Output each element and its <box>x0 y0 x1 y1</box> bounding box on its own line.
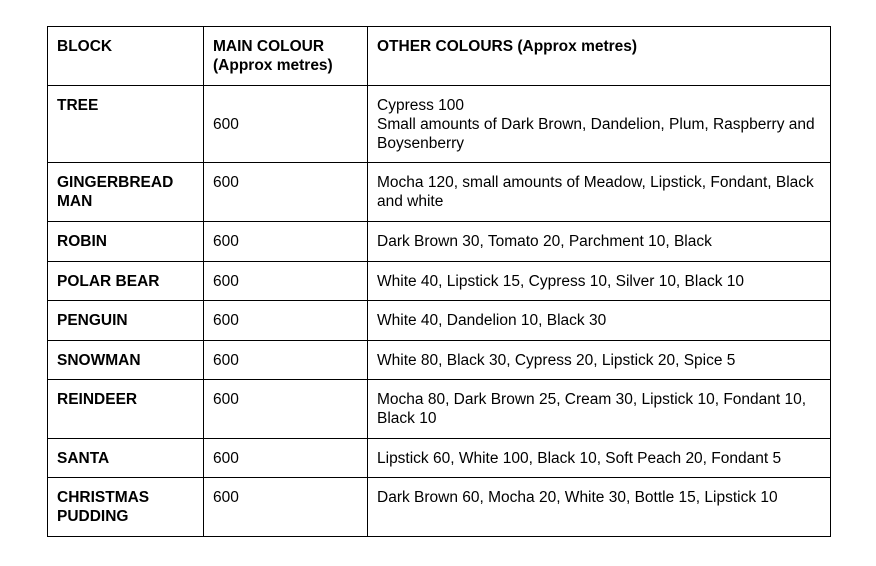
block-name: TREE <box>48 86 204 163</box>
header-main-colour <box>204 27 368 86</box>
other-colours-line2: Small amounts of Dark Brown, Dandelion, Plum, Raspberry and Boysenberry <box>377 116 815 152</box>
main-colour-value: 600 <box>204 439 368 478</box>
main-colour-cell <box>204 86 368 163</box>
main-colour-value: 600 <box>213 116 239 133</box>
main-colour-value: 600 <box>204 163 368 222</box>
colour-table <box>47 26 831 537</box>
main-colour-value: 600 <box>204 222 368 262</box>
table-row <box>48 380 831 439</box>
block-name: SNOWMAN <box>48 341 204 380</box>
main-colour-value: 600 <box>204 341 368 380</box>
other-colours-value: Mocha 80, Dark Brown 25, Cream 30, Lipstick 10, Fondant 10, Black 10 <box>368 380 831 439</box>
table-row <box>48 262 831 301</box>
block-name: SANTA <box>48 439 204 478</box>
other-colours-value: Mocha 120, small amounts of Meadow, Lipstick, Fondant, Black and white <box>368 163 831 222</box>
main-colour-value: 600 <box>204 262 368 301</box>
block-name: POLAR BEAR <box>48 262 204 301</box>
table-row <box>48 222 831 262</box>
table-row <box>48 301 831 341</box>
other-colours-cell <box>368 86 831 163</box>
table-row <box>48 163 831 222</box>
table-row <box>48 341 831 380</box>
other-colours-value: Dark Brown 60, Mocha 20, White 30, Bottle 15, Lipstick 10 <box>368 478 831 537</box>
main-colour-value: 600 <box>204 380 368 439</box>
header-other-colours: OTHER COLOURS (Approx metres) <box>368 27 831 86</box>
main-colour-value: 600 <box>204 478 368 537</box>
other-colours-value: Dark Brown 30, Tomato 20, Parchment 10, Black <box>368 222 831 262</box>
block-name: PENGUIN <box>48 301 204 341</box>
other-colours-value: White 80, Black 30, Cypress 20, Lipstick 20, Spice 5 <box>368 341 831 380</box>
header-block: BLOCK <box>48 27 204 86</box>
header-main-colour-line2: (Approx metres) <box>213 57 333 74</box>
table-row <box>48 439 831 478</box>
table-row <box>48 86 831 163</box>
cell-spacer <box>213 96 358 115</box>
block-name: GINGERBREAD MAN <box>48 163 204 222</box>
table-row <box>48 478 831 537</box>
header-row <box>48 27 831 86</box>
block-name: CHRISTMAS PUDDING <box>48 478 204 537</box>
header-main-colour-line1: MAIN COLOUR <box>213 38 325 55</box>
other-colours-value: White 40, Lipstick 15, Cypress 10, Silver 10, Black 10 <box>368 262 831 301</box>
block-name: REINDEER <box>48 380 204 439</box>
block-name: ROBIN <box>48 222 204 262</box>
other-colours-value: Lipstick 60, White 100, Black 10, Soft Peach 20, Fondant 5 <box>368 439 831 478</box>
other-colours-line1: Cypress 100 <box>377 97 465 114</box>
other-colours-value: White 40, Dandelion 10, Black 30 <box>368 301 831 341</box>
main-colour-value: 600 <box>204 301 368 341</box>
